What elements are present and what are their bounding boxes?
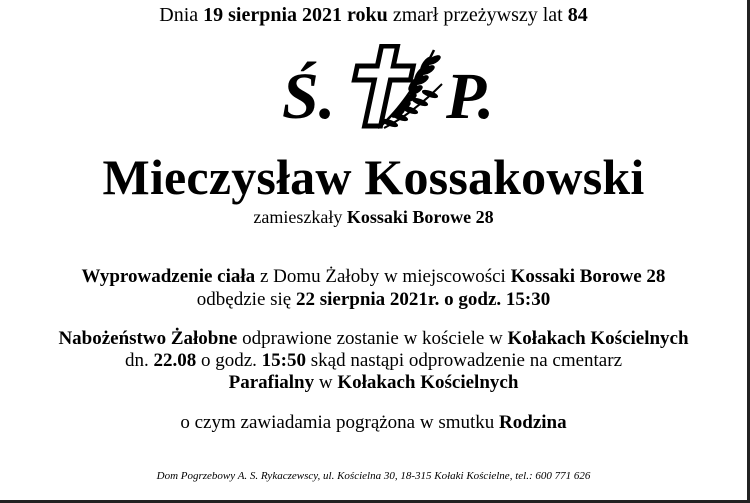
mass-t3: o godz. [196, 350, 262, 371]
mass-date: 22.08 [153, 350, 197, 371]
procession-t1: z Domu Żałoby w miejscowości [255, 266, 511, 287]
procession-t2: odbędzie się [196, 289, 296, 310]
procession-time: o godz. 15:30 [444, 289, 551, 310]
mass-line-2 [0, 350, 747, 372]
procession-b1: Wyprowadzenie ciała [81, 266, 256, 287]
closing-text: o czym zawiadamia pogrążona w smutku [180, 412, 500, 433]
procession-line-1 [0, 266, 747, 288]
mass-line-3 [0, 372, 747, 394]
mass-t4: skąd nastąpi odprowadzenie na cmentarz [306, 350, 623, 371]
mass-t1: odprawione zostanie w kościele w [237, 328, 508, 349]
cemetery-b1: Parafialny [228, 372, 315, 393]
procession-b2: Kossaki Borowe 28 [510, 266, 666, 287]
mass-time: 15:50 [261, 350, 306, 371]
cemetery-b2: Kołakach Kościelnych [337, 372, 519, 393]
sp-emblem-row [0, 44, 747, 134]
residence-line [0, 207, 747, 228]
cross-icon [326, 44, 446, 134]
funeral-home-footer: Dom Pogrzebowy A. S. Rykaczewscy, ul. Kościelna 30, 18-315 Kołaki Kościelne, tel.: 600 771 626 [156, 470, 591, 482]
closing-line [0, 412, 747, 434]
deceased-name: Mieczysław Kossakowski [102, 149, 645, 205]
cemetery-t1: w [314, 372, 338, 393]
procession-date: 22 sierpnia 2021r. [295, 289, 440, 310]
closing-family: Rodzina [499, 412, 567, 433]
death-date: 19 sierpnia 2021 roku [203, 4, 388, 26]
death-text-2: zmarł przeżywszy lat [387, 4, 568, 26]
mass-t2: dn. [124, 350, 154, 371]
residence-place: Kossaki Borowe 28 [346, 207, 494, 227]
initial-right: P. [446, 60, 495, 133]
mass-line-1 [0, 328, 747, 350]
age: 84 [567, 4, 588, 26]
mass-b2: Kołakach Kościelnych [507, 328, 689, 349]
mass-b1: Nabożeństwo Żałobne [58, 328, 238, 349]
death-date-line [0, 4, 747, 27]
procession-line-2 [0, 289, 747, 311]
death-text-1: Dnia [159, 4, 204, 26]
initial-left: Ś. [282, 60, 336, 133]
residence-label: zamieszkały [253, 207, 347, 227]
